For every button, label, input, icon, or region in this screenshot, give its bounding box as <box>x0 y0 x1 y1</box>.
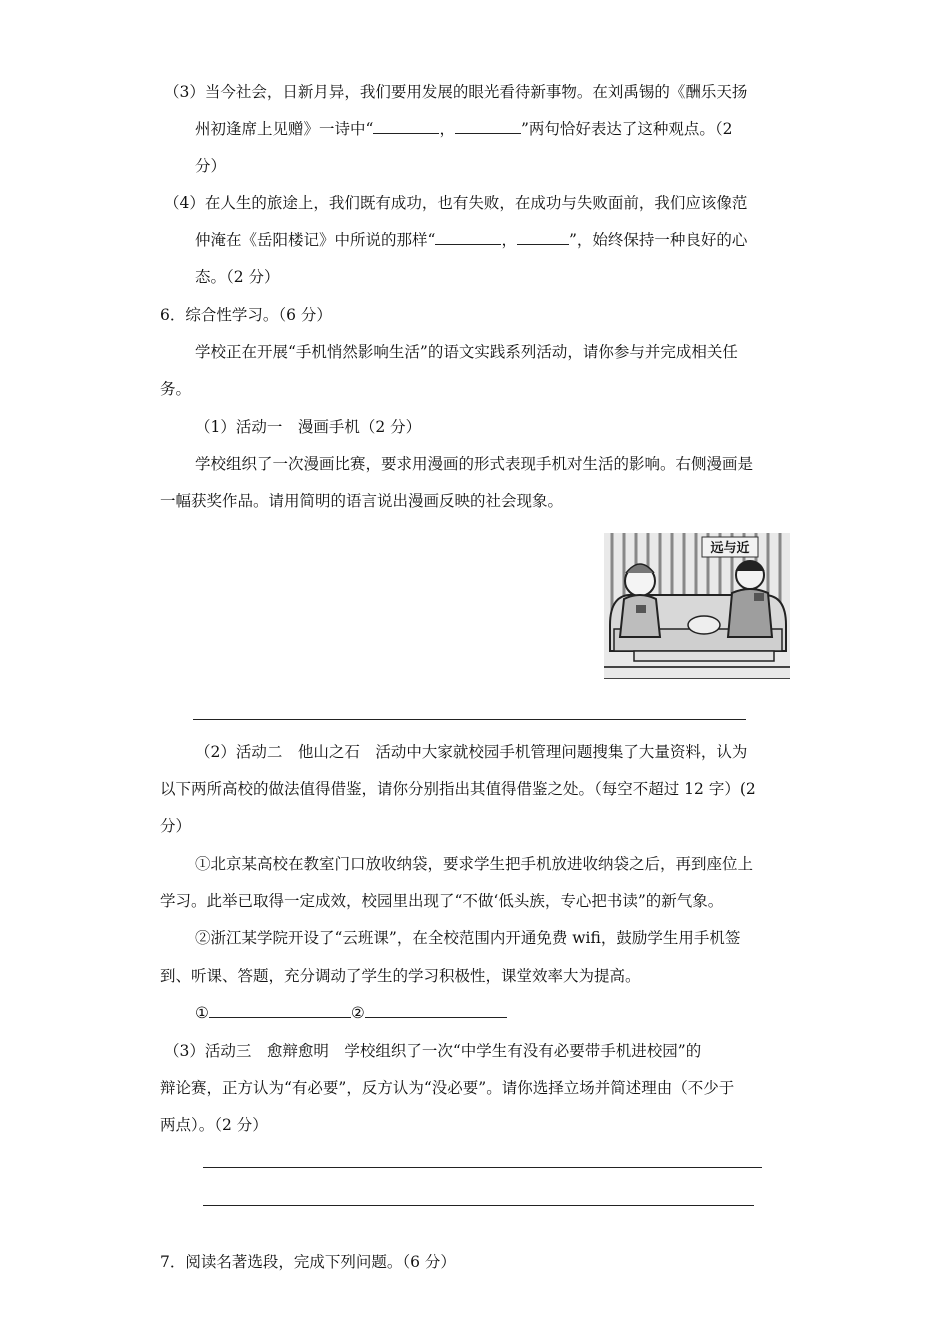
q6-intro-line1: 学校正在开展“手机悄然影响生活”的语文实践系列活动，请你参与并完成相关任 <box>195 343 738 361</box>
q5-item4-line1: （4）在人生的旅途上，我们既有成功，也有失败，在成功与失败面前，我们应该像范 <box>164 194 748 212</box>
q6-act2-p2-line2: 到、听课、答题，充分调动了学生的学习积极性，课堂效率大为提高。 <box>160 967 641 985</box>
q5-item3-line2-pre: 州初逢席上见赠》一诗中“ <box>195 120 374 138</box>
comic-illustration <box>604 533 790 679</box>
comic-title: 远与近 <box>710 541 750 556</box>
act3-answer-line1[interactable] <box>203 1167 762 1168</box>
q5-item3-line1: （3）当今社会，日新月异，我们要用发展的眼光看待新事物。在刘禹锡的《酬乐天扬 <box>164 83 748 101</box>
q6-act2-p2-line1: ②浙江某学院开设了“云班课”，在全校范围内开通免费 wifi，鼓励学生用手机签 <box>195 929 741 947</box>
q5-item3-blank2[interactable] <box>455 119 521 134</box>
q5-item3-line2 <box>195 119 733 139</box>
q5-item4-line2-pre: 仲淹在《岳阳楼记》中所说的那样“ <box>195 231 436 249</box>
q5-item3-blank1[interactable] <box>373 119 439 134</box>
act2-answer-blank2[interactable] <box>365 1003 507 1018</box>
q5-item4-blank1[interactable] <box>435 230 501 245</box>
q6-act3-line2: 辩论赛，正方认为“有必要”，反方认为“没必要”。请你选择立场并简述理由（不少于 <box>160 1079 735 1097</box>
q5-item4-line3: 态。（2 分） <box>195 268 280 286</box>
act2-answer-blank1[interactable] <box>209 1003 351 1018</box>
q6-act1-line1: 学校组织了一次漫画比赛，要求用漫画的形式表现手机对生活的影响。右侧漫画是 <box>195 455 754 473</box>
q5-item3-line3: 分） <box>195 157 227 175</box>
blank1-marker: ① <box>195 1004 209 1022</box>
q6-act2-line1: （2）活动二 他山之石 活动中大家就校园手机管理问题搜集了大量资料，认为 <box>195 743 748 761</box>
q6-act3-line1: （3）活动三 愈辩愈明 学校组织了一次“中学生有没有必要带手机进校园”的 <box>164 1042 702 1060</box>
blank2-marker: ② <box>350 1004 365 1022</box>
q5-item4-line2-post: ”，始终保持一种良好的心 <box>568 231 748 249</box>
q6-act2-line3: 分） <box>160 817 192 835</box>
q6-act2-p1-line1: ①北京某高校在教室门口放收纳袋，要求学生把手机放进收纳袋之后，再到座位上 <box>195 855 754 873</box>
q6-act1-title: （1）活动一 漫画手机（2 分） <box>195 418 422 436</box>
q5-item4-line2-mid: ， <box>501 231 517 249</box>
q6-act1-line2: 一幅获奖作品。请用简明的语言说出漫画反映的社会现象。 <box>160 492 564 510</box>
q6-title: 6．综合性学习。（6 分） <box>160 306 332 324</box>
q6-act2-blanks <box>195 1003 507 1023</box>
q6-intro-line2: 务。 <box>160 380 192 398</box>
q5-item4-blank2[interactable] <box>517 230 569 245</box>
q5-item3-line2-post: ”两句恰好表达了这种观点。（2 <box>520 120 733 138</box>
q6-act2-p1-line2: 学习。此举已取得一定成效，校园里出现了“不做‘低头族，专心把书读”的新气象。 <box>160 892 724 910</box>
act1-answer-line[interactable] <box>193 719 746 720</box>
q5-item4-line2 <box>195 230 747 250</box>
q7-title: 7．阅读名著选段，完成下列问题。（6 分） <box>160 1253 456 1271</box>
q6-act2-line2: 以下两所高校的做法值得借鉴，请你分别指出其值得借鉴之处。（每空不超过 12 字）(2 <box>160 780 756 798</box>
q6-act3-line3: 两点）。（2 分） <box>160 1116 268 1134</box>
act3-answer-line2[interactable] <box>203 1205 754 1206</box>
q5-item3-line2-mid: ， <box>439 120 455 138</box>
